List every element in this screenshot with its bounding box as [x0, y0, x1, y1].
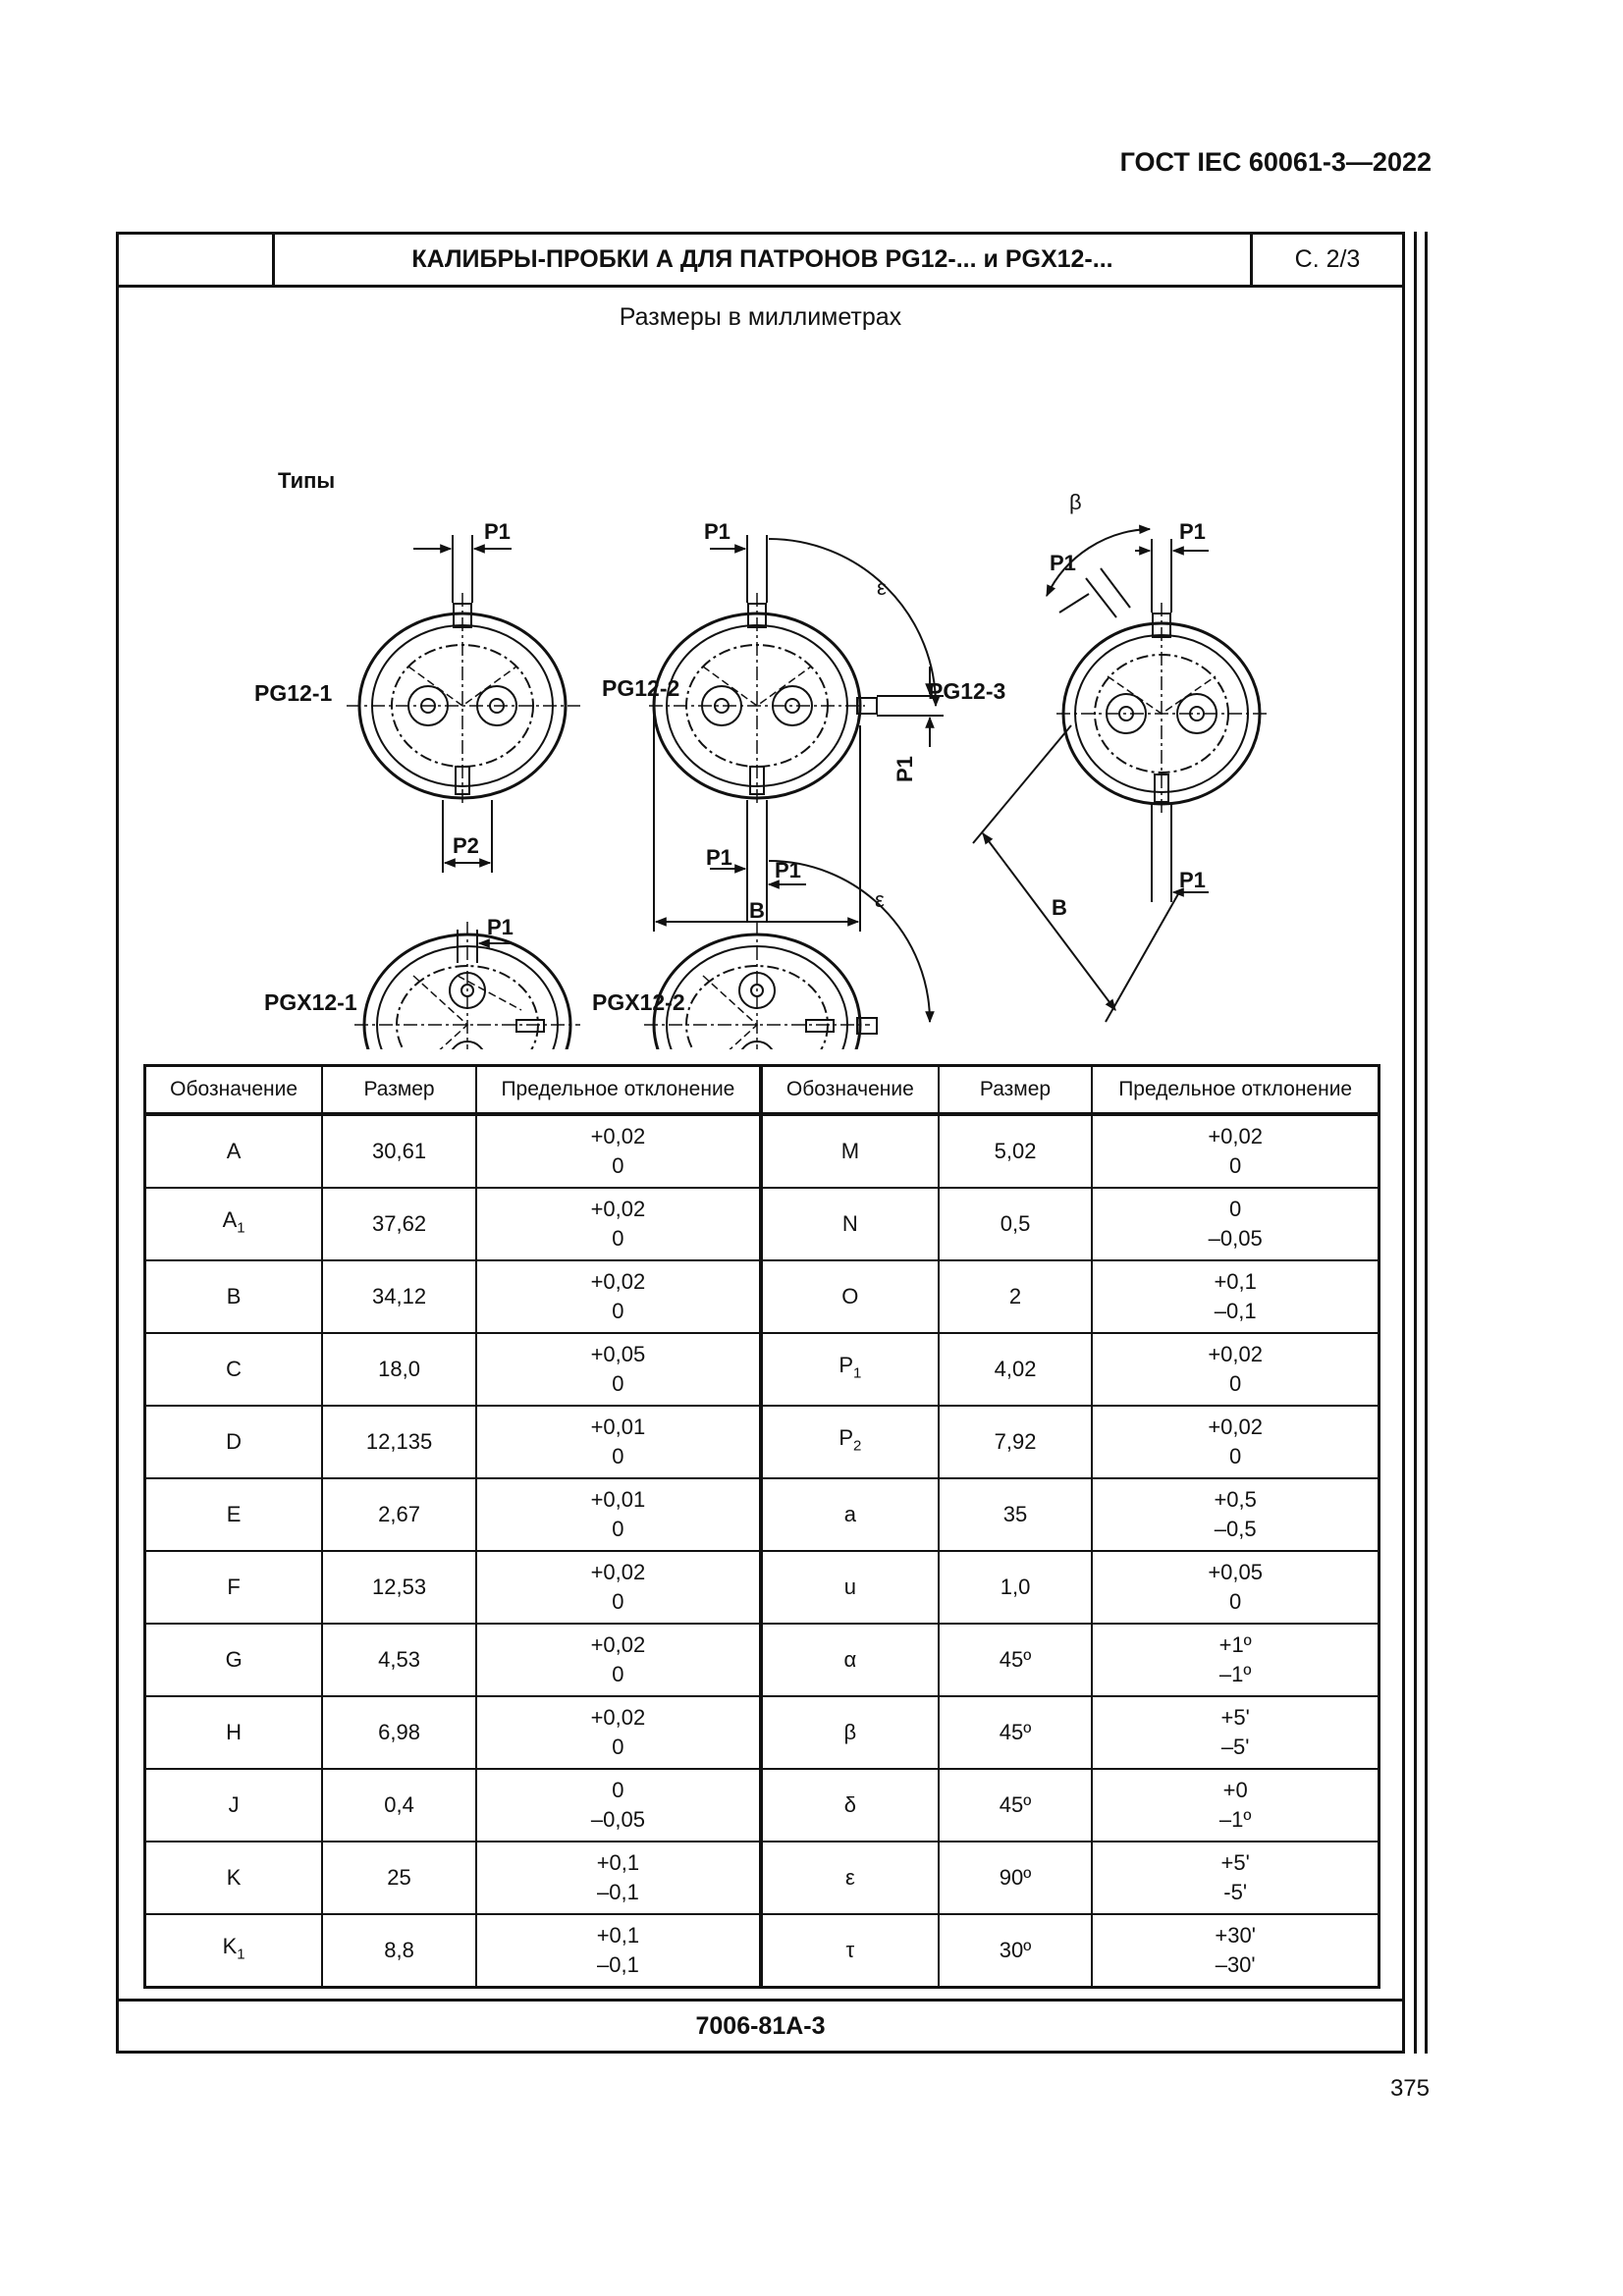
upper-deviation: +0,5 — [1214, 1487, 1257, 1512]
lower-deviation: –0,1 — [596, 1880, 639, 1904]
upper-deviation: +0,02 — [1208, 1124, 1263, 1148]
designation-symbol: N — [841, 1211, 858, 1236]
upper-deviation: +0,02 — [1208, 1342, 1263, 1366]
page-number: 375 — [1389, 2075, 1430, 2102]
size-cell: 4,53 — [322, 1624, 476, 1696]
upper-deviation: +0,02 — [590, 1705, 646, 1730]
designation-cell — [145, 1333, 323, 1406]
dim-p1: P1 — [775, 858, 801, 882]
tolerance-cell — [476, 1406, 761, 1478]
type-label-pg12-1: PG12-1 — [254, 680, 333, 706]
designation-cell — [761, 1333, 939, 1406]
type-label-pg12-2: PG12-2 — [602, 675, 680, 701]
table-row — [145, 1842, 1380, 1914]
designation-subscript: 1 — [237, 1946, 245, 1963]
designation-symbol: D — [226, 1429, 243, 1454]
table-row — [145, 1406, 1380, 1478]
tolerance-cell — [1092, 1624, 1379, 1696]
col-header-size: Размер — [939, 1066, 1093, 1115]
dim-p1: P1 — [706, 845, 732, 870]
upper-deviation: +0,1 — [596, 1923, 640, 1948]
table-row — [145, 1769, 1380, 1842]
type-label-pgx12-1: PGX12-1 — [264, 989, 357, 1015]
lower-deviation: 0 — [612, 1153, 624, 1178]
upper-deviation: 0 — [1229, 1197, 1242, 1221]
lower-deviation: 0 — [1229, 1444, 1242, 1468]
upper-deviation: +1º — [1218, 1632, 1252, 1657]
tolerance-cell — [1092, 1696, 1379, 1769]
designation-cell — [145, 1914, 323, 1988]
upper-deviation: +0,02 — [590, 1124, 646, 1148]
tolerance-cell — [476, 1769, 761, 1842]
designation-cell — [761, 1406, 939, 1478]
designation-symbol: O — [841, 1284, 859, 1308]
types-label: Типы — [278, 468, 336, 493]
designation-subscript: 2 — [853, 1437, 862, 1455]
type-label-pg12-3: PG12-3 — [928, 678, 1006, 704]
lower-deviation: 0 — [1229, 1371, 1242, 1396]
designation-cell — [761, 1914, 939, 1988]
designation-symbol: G — [225, 1647, 243, 1672]
table-row — [145, 1551, 1380, 1624]
tolerance-cell — [1092, 1914, 1379, 1988]
tolerance-cell — [476, 1114, 761, 1188]
tolerance-cell — [476, 1478, 761, 1551]
designation-symbol: a — [843, 1502, 856, 1526]
size-cell: 35 — [939, 1478, 1093, 1551]
dim-p1: P1 — [487, 915, 514, 939]
upper-deviation: +0,01 — [590, 1415, 646, 1439]
size-cell: 4,02 — [939, 1333, 1093, 1406]
tolerance-cell — [1092, 1478, 1379, 1551]
tolerance-cell — [1092, 1260, 1379, 1333]
size-cell: 18,0 — [322, 1333, 476, 1406]
upper-deviation: +5' — [1220, 1705, 1250, 1730]
designation-symbol: C — [226, 1357, 243, 1381]
size-cell: 0,5 — [939, 1188, 1093, 1260]
size-cell: 8,8 — [322, 1914, 476, 1988]
upper-deviation: +30' — [1215, 1923, 1256, 1948]
table-header-row — [145, 1066, 1380, 1115]
lower-deviation: –0,05 — [1208, 1226, 1263, 1251]
upper-deviation: +0,05 — [1208, 1560, 1263, 1584]
upper-deviation: +0,02 — [590, 1560, 646, 1584]
table-row — [145, 1260, 1380, 1333]
upper-deviation: +0,02 — [1208, 1415, 1263, 1439]
tolerance-cell — [1092, 1769, 1379, 1842]
size-cell: 45º — [939, 1769, 1093, 1842]
tolerance-cell — [476, 1551, 761, 1624]
upper-deviation: +0,02 — [590, 1269, 646, 1294]
tolerance-cell — [476, 1914, 761, 1988]
size-cell: 0,4 — [322, 1769, 476, 1842]
upper-deviation: +5' — [1220, 1850, 1250, 1875]
lower-deviation: –1º — [1218, 1807, 1252, 1832]
designation-cell — [761, 1624, 939, 1696]
lower-deviation: 0 — [612, 1517, 624, 1541]
sheet-number: С. 2/3 — [1294, 245, 1361, 273]
lower-deviation: 0 — [612, 1444, 624, 1468]
upper-deviation: +0,01 — [590, 1487, 646, 1512]
table-row — [145, 1188, 1380, 1260]
designation-symbol: A — [222, 1206, 238, 1232]
dim-p1: P1 — [1179, 519, 1206, 544]
lower-deviation: –5' — [1220, 1735, 1250, 1759]
designation-cell — [145, 1114, 323, 1188]
gauge-types-figure-lower — [119, 343, 1402, 1069]
upper-deviation: +0 — [1222, 1778, 1248, 1802]
table-row — [145, 1478, 1380, 1551]
size-cell: 12,135 — [322, 1406, 476, 1478]
sheet-title: КАЛИБРЫ-ПРОБКИ А ДЛЯ ПАТРОНОВ PG12-... и PGX12-... — [272, 235, 1253, 285]
dim-eps: ε — [875, 887, 885, 912]
lower-deviation: –1º — [1218, 1662, 1252, 1686]
lower-deviation: 0 — [612, 1662, 624, 1686]
tolerance-cell — [1092, 1114, 1379, 1188]
tolerance-cell — [476, 1188, 761, 1260]
lower-deviation: –0,5 — [1214, 1517, 1257, 1541]
upper-deviation: +0,05 — [590, 1342, 646, 1366]
lower-deviation: 0 — [1229, 1589, 1242, 1614]
size-cell: 30º — [939, 1914, 1093, 1988]
dim-b: B — [1052, 895, 1067, 920]
designation-cell — [761, 1551, 939, 1624]
designation-symbol: E — [226, 1502, 242, 1526]
margin-rule — [1425, 232, 1428, 2054]
upper-deviation: +0,1 — [1214, 1269, 1257, 1294]
upper-deviation: +0,02 — [590, 1197, 646, 1221]
lower-deviation: –30' — [1215, 1952, 1256, 1977]
tolerance-cell — [1092, 1188, 1379, 1260]
dim-beta: β — [1069, 490, 1082, 514]
size-cell: 45º — [939, 1696, 1093, 1769]
designation-symbol: ε — [844, 1865, 855, 1890]
dim-b: B — [749, 898, 765, 923]
size-cell: 90º — [939, 1842, 1093, 1914]
designation-cell — [145, 1842, 323, 1914]
designation-symbol: J — [228, 1792, 240, 1817]
lower-deviation: –0,1 — [1214, 1299, 1257, 1323]
drawing-code: 7006-81A-3 — [119, 1999, 1402, 2051]
size-cell: 7,92 — [939, 1406, 1093, 1478]
table-row — [145, 1914, 1380, 1988]
size-cell: 30,61 — [322, 1114, 476, 1188]
designation-cell — [145, 1624, 323, 1696]
dim-p1: P1 — [1179, 868, 1206, 892]
upper-deviation: +0,1 — [596, 1850, 640, 1875]
size-cell: 2,67 — [322, 1478, 476, 1551]
col-header-tolerance: Предельное отклонение — [1092, 1066, 1379, 1115]
size-cell: 25 — [322, 1842, 476, 1914]
designation-cell — [761, 1114, 939, 1188]
table-body — [145, 1114, 1380, 1988]
designation-cell — [145, 1551, 323, 1624]
upper-deviation: 0 — [612, 1778, 624, 1802]
lower-deviation: -5' — [1223, 1880, 1248, 1904]
designation-cell — [761, 1696, 939, 1769]
designation-symbol: K — [226, 1865, 242, 1890]
type-label-pgx12-2: PGX12-2 — [592, 989, 685, 1015]
tolerance-cell — [476, 1260, 761, 1333]
designation-symbol: P — [839, 1352, 854, 1377]
size-cell: 5,02 — [939, 1114, 1093, 1188]
tolerance-cell — [476, 1333, 761, 1406]
designation-symbol: τ — [845, 1938, 855, 1962]
designation-cell — [145, 1478, 323, 1551]
size-cell: 12,53 — [322, 1551, 476, 1624]
designation-symbol: β — [843, 1720, 857, 1744]
lower-deviation: 0 — [612, 1299, 624, 1323]
table-row — [145, 1696, 1380, 1769]
designation-symbol: K — [222, 1933, 238, 1958]
size-cell: 45º — [939, 1624, 1093, 1696]
designation-symbol: u — [843, 1575, 856, 1599]
tolerance-cell — [476, 1842, 761, 1914]
dim-p1: P1 — [484, 519, 511, 544]
designation-cell — [761, 1260, 939, 1333]
tolerance-cell — [476, 1624, 761, 1696]
dim-eps: ε — [877, 575, 887, 600]
col-header-size: Размер — [322, 1066, 476, 1115]
lower-deviation: 0 — [612, 1371, 624, 1396]
designation-subscript: 1 — [853, 1364, 862, 1382]
size-cell: 37,62 — [322, 1188, 476, 1260]
dim-p1: P1 — [704, 519, 730, 544]
designation-symbol: B — [226, 1284, 242, 1308]
size-cell: 1,0 — [939, 1551, 1093, 1624]
table-row — [145, 1333, 1380, 1406]
size-cell: 2 — [939, 1260, 1093, 1333]
designation-cell — [145, 1696, 323, 1769]
size-cell: 6,98 — [322, 1696, 476, 1769]
designation-symbol: P — [839, 1424, 854, 1450]
designation-cell — [145, 1769, 323, 1842]
col-header-tolerance: Предельное отклонение — [476, 1066, 761, 1115]
tolerance-cell — [1092, 1406, 1379, 1478]
tolerance-cell — [1092, 1551, 1379, 1624]
margin-rule — [1414, 232, 1417, 2054]
designation-cell — [761, 1842, 939, 1914]
lower-deviation: –0,05 — [590, 1807, 645, 1832]
col-header-designation: Обозначение — [761, 1066, 939, 1115]
designation-symbol: α — [843, 1647, 857, 1672]
designation-cell — [761, 1769, 939, 1842]
designation-symbol: δ — [843, 1792, 856, 1817]
lower-deviation: 0 — [1229, 1153, 1242, 1178]
units-note: Размеры в миллиметрах — [619, 303, 902, 331]
col-header-designation: Обозначение — [145, 1066, 323, 1115]
table-row — [145, 1624, 1380, 1696]
designation-cell — [761, 1188, 939, 1260]
dim-p1: P1 — [893, 756, 917, 782]
designation-symbol: M — [840, 1139, 860, 1163]
upper-deviation: +0,02 — [590, 1632, 646, 1657]
tolerance-cell — [1092, 1333, 1379, 1406]
designation-cell — [145, 1260, 323, 1333]
dim-p2: P2 — [453, 833, 479, 858]
designation-subscript: 1 — [237, 1219, 245, 1237]
table-row — [145, 1114, 1380, 1188]
designation-symbol: H — [226, 1720, 243, 1744]
lower-deviation: 0 — [612, 1589, 624, 1614]
designation-cell — [761, 1478, 939, 1551]
designation-cell — [145, 1406, 323, 1478]
standard-number: ГОСТ IEC 60061-3—2022 — [1119, 147, 1432, 177]
lower-deviation: –0,1 — [596, 1952, 639, 1977]
lower-deviation: 0 — [612, 1735, 624, 1759]
drawing-frame — [116, 232, 1405, 2054]
title-block — [119, 235, 1402, 288]
dimensions-table — [143, 1064, 1380, 1989]
designation-cell — [145, 1188, 323, 1260]
designation-symbol: A — [226, 1139, 242, 1163]
size-cell: 34,12 — [322, 1260, 476, 1333]
dim-p1: P1 — [1050, 551, 1076, 575]
tolerance-cell — [1092, 1842, 1379, 1914]
designation-symbol: F — [227, 1575, 241, 1599]
lower-deviation: 0 — [612, 1226, 624, 1251]
tolerance-cell — [476, 1696, 761, 1769]
